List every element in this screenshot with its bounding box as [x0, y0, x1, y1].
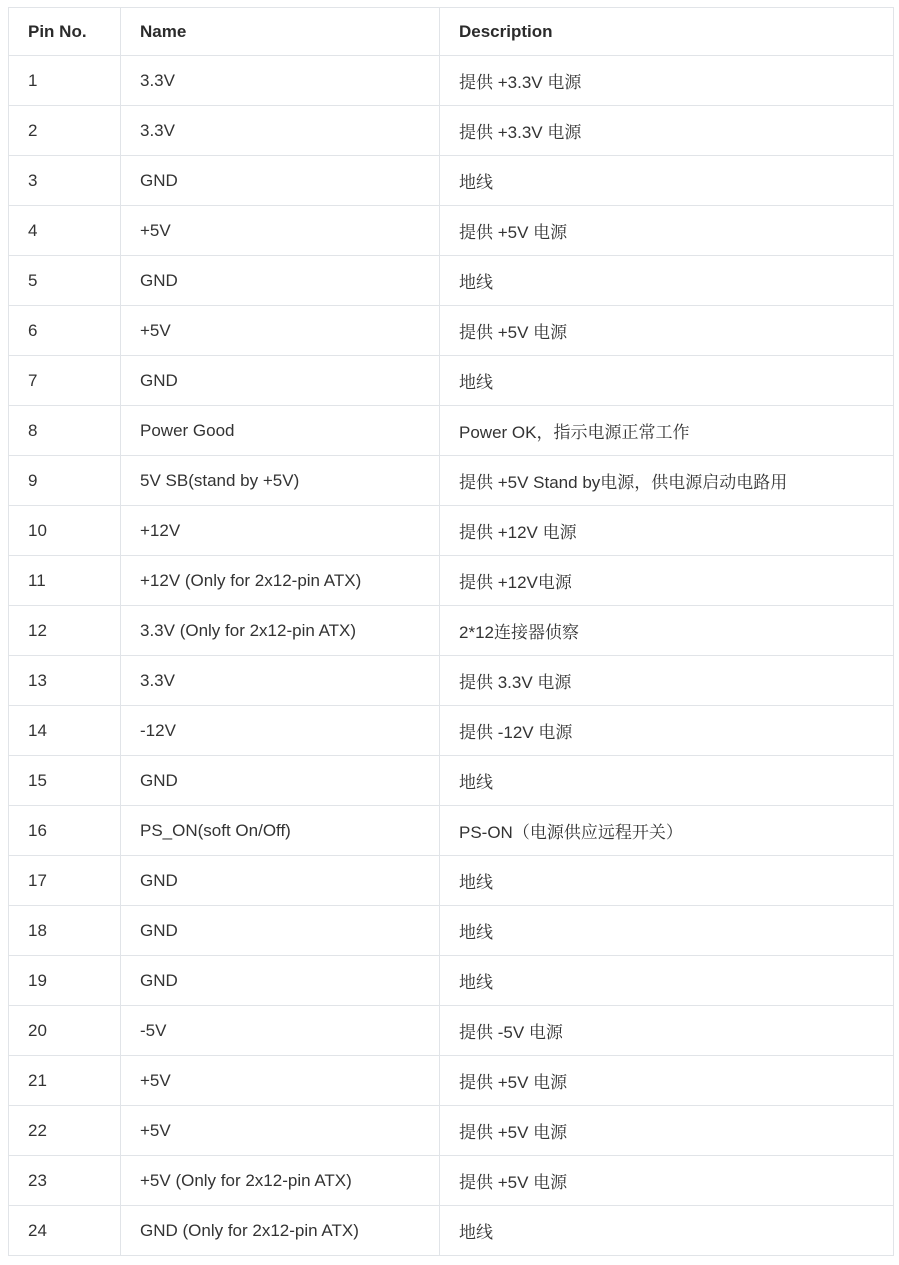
cell-name: +5V [121, 306, 440, 356]
cell-pin-no: 3 [9, 156, 121, 206]
table-row [9, 656, 894, 706]
cell-name: 3.3V (Only for 2x12-pin ATX) [121, 606, 440, 656]
table-row [9, 106, 894, 156]
cell-pin-no: 10 [9, 506, 121, 556]
table-row [9, 806, 894, 856]
cell-name: +5V [121, 206, 440, 256]
table-row [9, 156, 894, 206]
cell-pin-no: 23 [9, 1156, 121, 1206]
cell-name: 3.3V [121, 56, 440, 106]
cell-pin-no: 22 [9, 1106, 121, 1156]
cell-name: GND [121, 956, 440, 1006]
table-row [9, 956, 894, 1006]
table-row [9, 1156, 894, 1206]
cell-pin-no: 11 [9, 556, 121, 606]
cell-name: GND [121, 356, 440, 406]
cell-description: 提供 +5V 电源 [440, 1156, 894, 1206]
cell-description: 提供 +3.3V 电源 [440, 56, 894, 106]
cell-description: 地线 [440, 956, 894, 1006]
cell-description: 地线 [440, 1206, 894, 1256]
cell-description: 提供 -5V 电源 [440, 1006, 894, 1056]
cell-pin-no: 14 [9, 706, 121, 756]
cell-pin-no: 15 [9, 756, 121, 806]
cell-pin-no: 5 [9, 256, 121, 306]
table-body [9, 56, 894, 1256]
cell-pin-no: 20 [9, 1006, 121, 1056]
cell-description: 提供 +5V 电源 [440, 1056, 894, 1106]
cell-description: 提供 +12V电源 [440, 556, 894, 606]
cell-name: 3.3V [121, 656, 440, 706]
table-row [9, 356, 894, 406]
cell-name: GND [121, 856, 440, 906]
cell-pin-no: 7 [9, 356, 121, 406]
cell-pin-no: 19 [9, 956, 121, 1006]
cell-name: 3.3V [121, 106, 440, 156]
cell-description: 地线 [440, 856, 894, 906]
table-row [9, 606, 894, 656]
cell-name: GND [121, 906, 440, 956]
cell-description: PS-ON（电源供应远程开关） [440, 806, 894, 856]
cell-name: +5V (Only for 2x12-pin ATX) [121, 1156, 440, 1206]
column-header-description: Description [440, 8, 894, 56]
table-row [9, 906, 894, 956]
table-row [9, 256, 894, 306]
cell-name: GND [121, 156, 440, 206]
cell-name: GND (Only for 2x12-pin ATX) [121, 1206, 440, 1256]
cell-pin-no: 24 [9, 1206, 121, 1256]
cell-description: 提供 -12V 电源 [440, 706, 894, 756]
cell-description: 地线 [440, 256, 894, 306]
table-row [9, 1056, 894, 1106]
cell-name: GND [121, 256, 440, 306]
table-row [9, 506, 894, 556]
cell-description: 提供 3.3V 电源 [440, 656, 894, 706]
cell-pin-no: 1 [9, 56, 121, 106]
table-row [9, 706, 894, 756]
cell-description: 地线 [440, 156, 894, 206]
cell-pin-no: 2 [9, 106, 121, 156]
cell-pin-no: 6 [9, 306, 121, 356]
cell-description: 提供 +12V 电源 [440, 506, 894, 556]
table-row [9, 406, 894, 456]
header-row [9, 8, 894, 56]
table-row [9, 1006, 894, 1056]
cell-pin-no: 18 [9, 906, 121, 956]
cell-pin-no: 16 [9, 806, 121, 856]
column-header-name: Name [121, 8, 440, 56]
pinout-table [8, 7, 894, 1256]
cell-name: +5V [121, 1056, 440, 1106]
cell-description: 提供 +5V 电源 [440, 306, 894, 356]
cell-description: 提供 +3.3V 电源 [440, 106, 894, 156]
cell-description: 提供 +5V Stand by电源，供电源启动电路用 [440, 456, 894, 506]
cell-description: Power OK，指示电源正常工作 [440, 406, 894, 456]
cell-pin-no: 12 [9, 606, 121, 656]
table-header [9, 8, 894, 56]
cell-pin-no: 8 [9, 406, 121, 456]
cell-name: +12V (Only for 2x12-pin ATX) [121, 556, 440, 606]
cell-pin-no: 17 [9, 856, 121, 906]
table-row [9, 306, 894, 356]
cell-description: 地线 [440, 906, 894, 956]
cell-name: +12V [121, 506, 440, 556]
cell-name: +5V [121, 1106, 440, 1156]
cell-name: 5V SB(stand by +5V) [121, 456, 440, 506]
cell-pin-no: 13 [9, 656, 121, 706]
table-row [9, 556, 894, 606]
table-row [9, 756, 894, 806]
cell-name: GND [121, 756, 440, 806]
cell-description: 提供 +5V 电源 [440, 1106, 894, 1156]
table-row [9, 206, 894, 256]
table-row [9, 456, 894, 506]
table-row [9, 856, 894, 906]
table-row [9, 1206, 894, 1256]
cell-description: 地线 [440, 756, 894, 806]
cell-description: 2*12连接器侦察 [440, 606, 894, 656]
cell-pin-no: 4 [9, 206, 121, 256]
cell-description: 提供 +5V 电源 [440, 206, 894, 256]
column-header-pin-no: Pin No. [9, 8, 121, 56]
cell-name: -5V [121, 1006, 440, 1056]
cell-pin-no: 9 [9, 456, 121, 506]
cell-pin-no: 21 [9, 1056, 121, 1106]
cell-name: PS_ON(soft On/Off) [121, 806, 440, 856]
cell-description: 地线 [440, 356, 894, 406]
table-row [9, 56, 894, 106]
table-row [9, 1106, 894, 1156]
cell-name: Power Good [121, 406, 440, 456]
cell-name: -12V [121, 706, 440, 756]
